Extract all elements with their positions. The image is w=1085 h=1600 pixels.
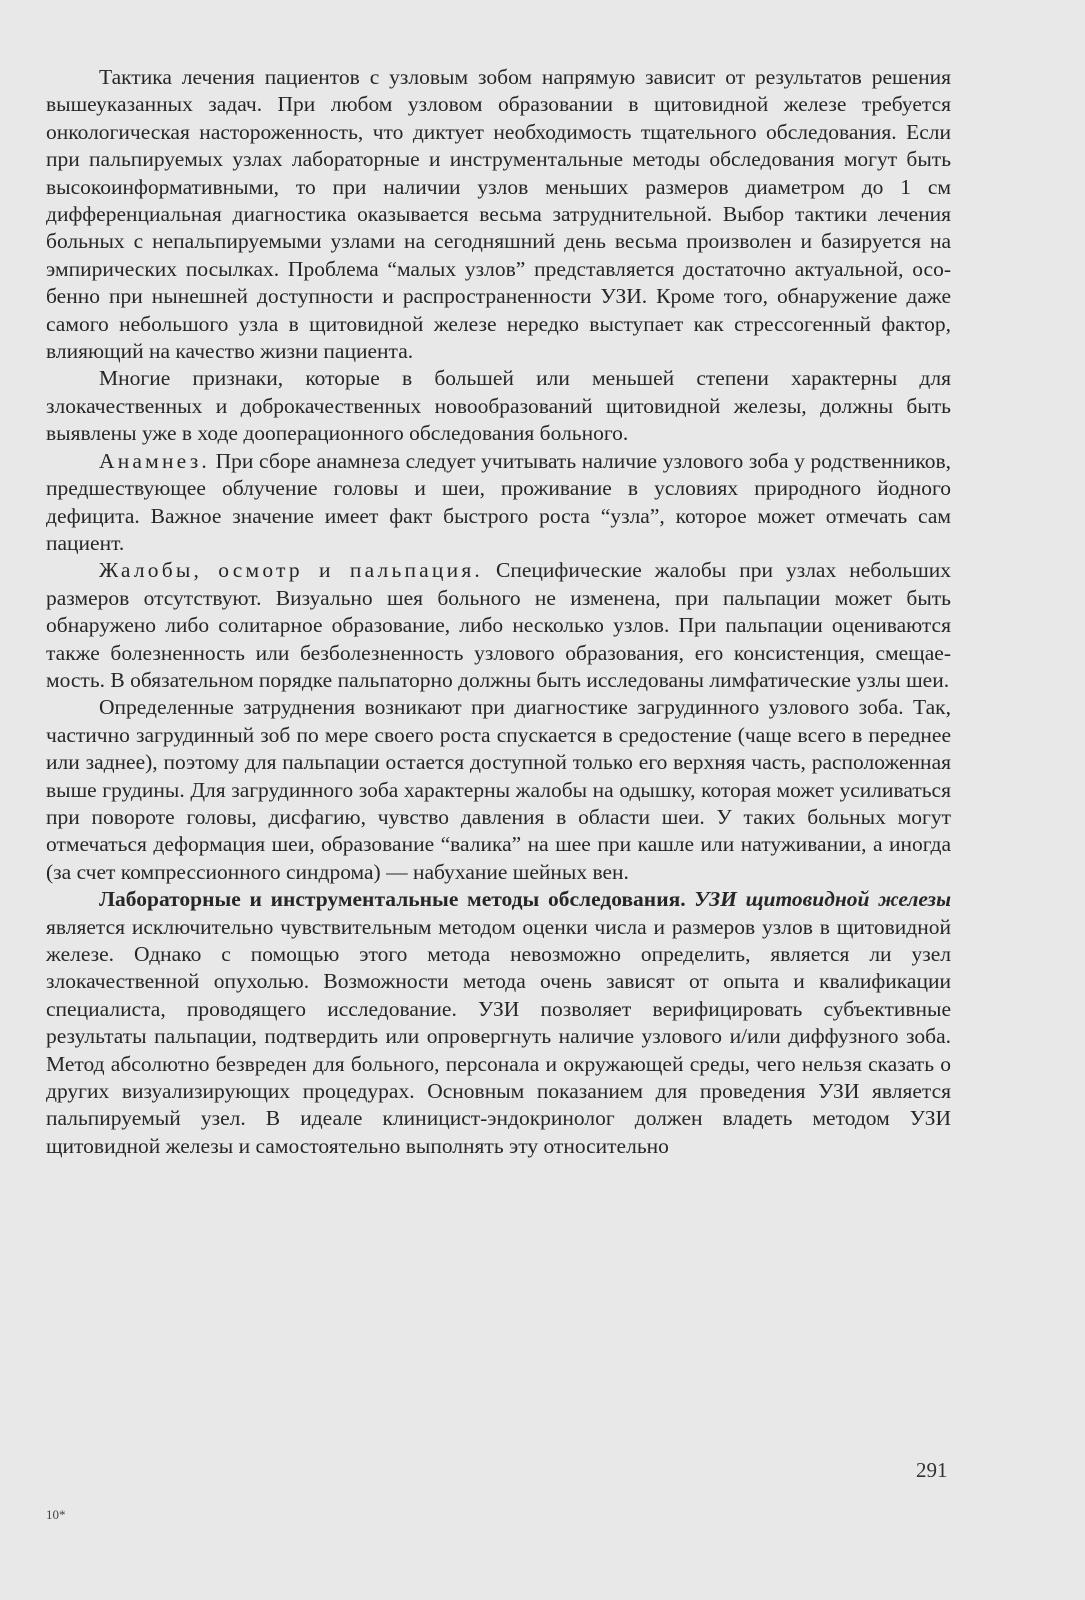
lab-methods-heading: Лабораторные и инструментальные методы обследования. (99, 887, 686, 912)
paragraph-lab-methods (46, 886, 951, 1160)
ultrasound-term: УЗИ щитовидной железы (694, 887, 951, 912)
paragraph-signs: Многие признаки, которые в большей или меньшей степени характерны для злокачественных и доброкачественных новообразований щитовидной железы, должны быть выявлены уже в ходе дооперационного обследования больного. (46, 366, 951, 446)
complaints-heading: Жалобы, осмотр и пальпация. (99, 558, 483, 583)
lab-methods-text: является исключительно чувствительным методом оценки числа и размеров узлов в щитовидной железе. Однако с помощью этого метода невозможно определить, является ли узел злокачественной опухолью. Возможности метода очень зависят от опыта и квалификации специалиста, проводящего исследование. УЗИ позволяет верифицировать субъективные результаты пальпации, подтвердить или опровергнуть наличие узлового и/или диффузного зоба. Метод абсолютно безвреден для больного, персонала и окружающей среды, чего нельзя сказать о других визуализирующих процедурах. Основным показанием для проведения УЗИ является пальпируемый узел. В идеале клиницист-эндокринолог должен владеть методом УЗИ щитовидной железы и самостоятельно выполнять эту относительно (46, 914, 951, 1158)
anamnesis-heading: Анамнез. (99, 448, 210, 473)
paragraph-anamnesis (46, 448, 951, 558)
complaints-text: Специфические жалобы при узлах небольших размеров отсутствуют. Визуально шея больного не изменена, при пальпации может быть обнаружено либо солитарное образование, либо несколько узлов. При пальпации оцениваются также болезненность или безболезненность узлового образования, его консистенция, смещаемость. В обязательном порядке пальпаторно должны быть исследованы лимфатические узлы шеи. (46, 558, 952, 692)
printer-signature: 10* (46, 1507, 66, 1522)
paragraph-treatment-tactics: Тактика лечения пациентов с узловым зобом напрямую зависит от результатов решения вышеуказанных задач. При любом узловом образовании в щитовидной железе требуется онкологическая настороженность, что диктует необходимость тщательного обследования. Если при пальпируемых узлах лабораторные и инструментальные методы обследования могут быть высокоинформативными, то при наличии узлов меньших размеров диаметром до 1 см дифференциальная диагностика оказывается весьма затруднительной. Выбор тактики лечения больных с непальпируемыми узлами на сегодняшний день весьма произволен и базируется на эмпирических посылках. Проблема “малых узлов” представляется достаточно актуальной, особенно при нынешней доступности и распространенности УЗИ. Кроме того, обнаружение даже самого небольшого узла в щитовидной железе нередко выступает как стрессогенный фактор, влияющий на качество жизни пациента. (46, 65, 951, 364)
paragraph-retrosternal-goiter: Определенные затруднения возникают при диагностике загрудинного узлового зоба. Так, частично загрудинный зоб по мере своего роста спускается в средостение (чаще всего в переднее или заднее), поэтому для пальпации остается доступной только его верхняя часть, расположенная выше грудины. Для загрудинного зоба характерны жалобы на одышку, которая может усиливаться при повороте головы, дисфагию, чувство давления в области шеи. У таких больных могут отмечаться деформация шеи, образование “валика” на шее при кашле или натуживании, а иногда (за счет компрессионного синдрома) — набухание шейных вен. (46, 695, 951, 884)
page-number: 291 (916, 1458, 948, 1482)
anamnesis-text: При сборе анамнеза следует учитывать наличие узлового зоба у родственников, предшествующее облучение головы и шеи, проживание в условиях природного йодного дефицита. Важное значение имеет факт быстрого роста “узла”, которое может отмечать сам пациент. (46, 448, 951, 555)
body-text (46, 64, 951, 1160)
paragraph-complaints (46, 557, 951, 694)
